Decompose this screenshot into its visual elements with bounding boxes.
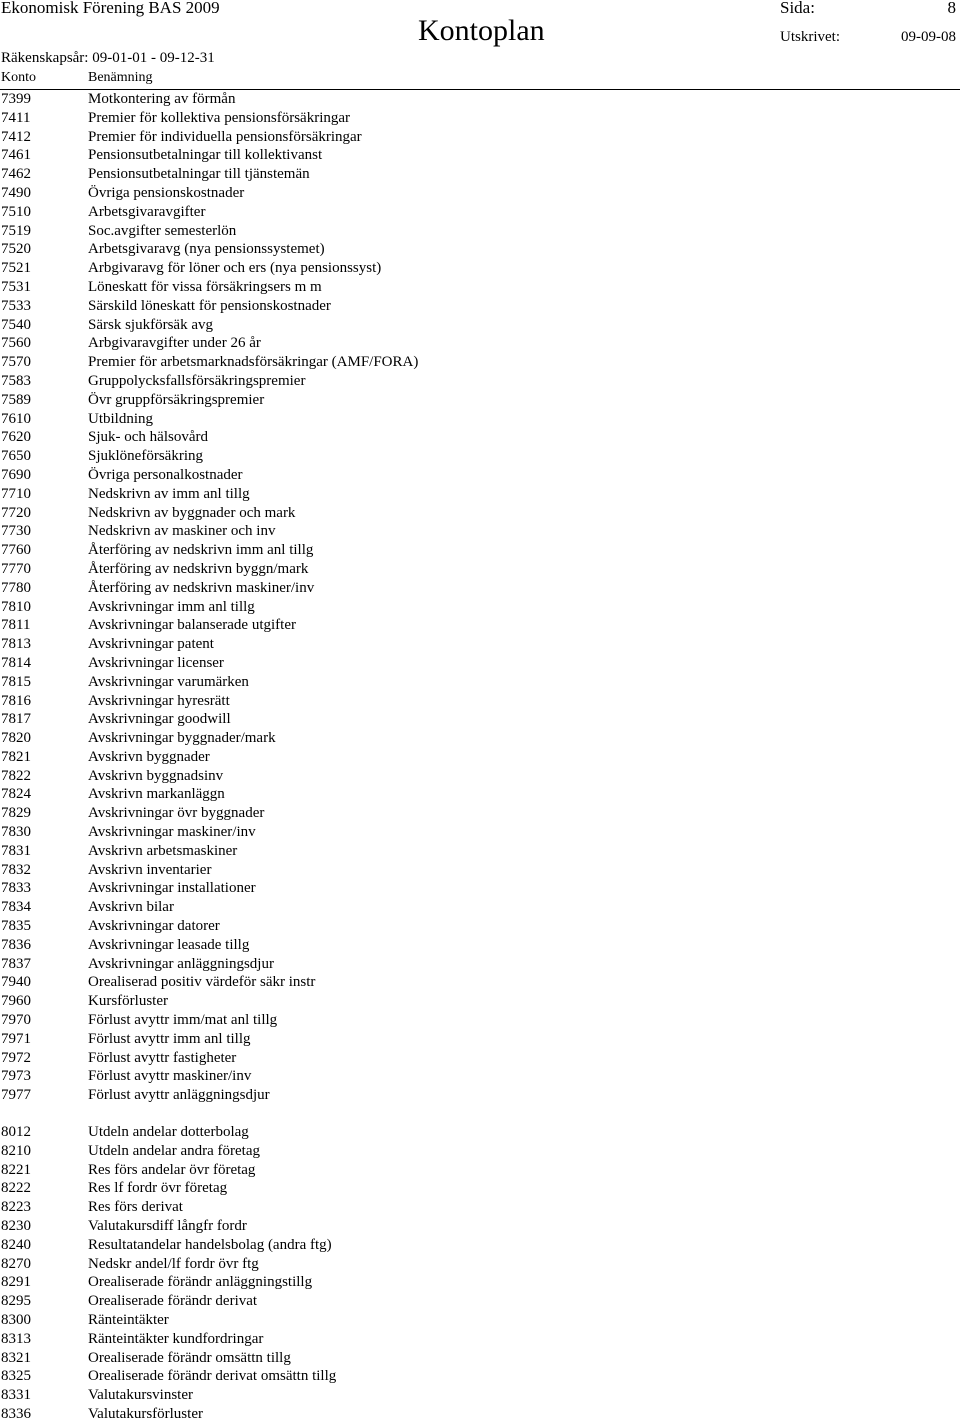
account-name: Premier för arbetsmarknadsförsäkringar (AMF/FORA)	[88, 354, 419, 371]
account-row	[0, 466, 960, 485]
account-list-8xxx	[0, 1123, 960, 1424]
account-number: 7620	[1, 429, 31, 446]
account-number: 7960	[1, 993, 31, 1010]
page-title: Kontoplan	[418, 14, 545, 47]
account-row	[0, 90, 960, 109]
account-number: 7519	[1, 222, 31, 239]
account-number: 7816	[1, 692, 31, 709]
account-number: 8012	[1, 1124, 31, 1140]
account-name: Orealiserade förändr derivat	[88, 1293, 258, 1310]
account-name: Nedskrivn av byggnader och mark	[88, 504, 296, 521]
account-row	[0, 673, 960, 692]
account-row	[0, 1236, 960, 1255]
account-row	[0, 917, 960, 936]
account-name: Avskrivn byggnadsinv	[88, 767, 224, 784]
page-number-value: 8	[947, 0, 956, 17]
account-row	[0, 616, 960, 635]
account-number: 8221	[1, 1161, 31, 1178]
account-row	[0, 222, 960, 241]
account-name: Premier för individuella pensionsförsäkringar	[88, 128, 362, 145]
account-row	[0, 1030, 960, 1049]
account-number: 8230	[1, 1217, 31, 1234]
account-row	[0, 259, 960, 278]
account-name: Arbgivaravg för löner och ers (nya pensionssyst)	[88, 260, 382, 277]
account-number: 7461	[1, 147, 31, 164]
account-name: Orealiserade förändr omsättn tillg	[88, 1349, 291, 1366]
account-number: 7690	[1, 466, 31, 483]
account-number: 7835	[1, 918, 31, 935]
account-name: Ränteintäkter kundfordringar	[88, 1330, 264, 1347]
account-name: Avskrivningar balanserade utgifter	[88, 617, 296, 634]
column-header-konto: Konto	[1, 70, 36, 85]
account-number: 7836	[1, 936, 31, 953]
account-number: 8313	[1, 1330, 31, 1347]
account-number: 7589	[1, 391, 31, 408]
account-name: Avskrivningar imm anl tillg	[88, 598, 255, 615]
account-row	[0, 1367, 960, 1386]
account-row	[0, 372, 960, 391]
account-number: 7490	[1, 184, 31, 201]
page-number-label: Sida:	[780, 0, 815, 17]
account-number: 7970	[1, 1012, 31, 1029]
account-row	[0, 146, 960, 165]
account-row	[0, 598, 960, 617]
account-number: 7820	[1, 730, 31, 747]
account-row	[0, 109, 960, 128]
account-row	[0, 447, 960, 466]
account-number: 7829	[1, 805, 31, 822]
account-number: 7610	[1, 410, 31, 427]
account-row	[0, 428, 960, 447]
account-row	[0, 1142, 960, 1161]
account-name: Nedskrivn av maskiner och inv	[88, 523, 276, 540]
account-number: 8331	[1, 1387, 31, 1404]
account-row	[0, 541, 960, 560]
account-name: Kursförluster	[88, 993, 168, 1010]
account-row	[0, 1179, 960, 1198]
account-name: Orealiserad positiv värdeför säkr instr	[88, 974, 316, 991]
account-name: Avskrivningar hyresrätt	[88, 692, 230, 709]
account-name: Särsk sjukförsäk avg	[88, 316, 213, 333]
account-name: Återföring av nedskrivn byggn/mark	[88, 560, 309, 577]
account-name: Pensionsutbetalningar till kollektivanst	[88, 147, 323, 164]
account-name: Orealiserade förändr derivat omsättn tillg	[88, 1368, 337, 1385]
account-name: Utbildning	[88, 410, 154, 427]
account-number: 7710	[1, 485, 31, 502]
account-name: Förlust avyttr maskiner/inv	[88, 1068, 252, 1085]
account-row	[0, 1086, 960, 1105]
account-number: 7831	[1, 842, 31, 859]
fiscal-period: Räkenskapsår: 09-01-01 - 09-12-31	[1, 50, 215, 66]
account-number: 7821	[1, 748, 31, 765]
account-row	[0, 1349, 960, 1368]
account-name: Premier för kollektiva pensionsförsäkringar	[88, 109, 351, 126]
account-row	[0, 579, 960, 598]
account-number: 7412	[1, 128, 31, 145]
account-number: 7810	[1, 598, 31, 615]
account-row	[0, 992, 960, 1011]
account-number: 7730	[1, 523, 31, 540]
account-number: 7770	[1, 560, 31, 577]
account-row	[0, 767, 960, 786]
account-name: Avskrivn bilar	[88, 899, 174, 916]
account-row	[0, 522, 960, 541]
account-name: Återföring av nedskrivn maskiner/inv	[88, 579, 315, 596]
account-number: 8223	[1, 1199, 31, 1216]
account-number: 7822	[1, 767, 31, 784]
account-row	[0, 1067, 960, 1086]
account-name: Soc.avgifter semesterlön	[88, 222, 237, 239]
account-number: 7521	[1, 260, 31, 277]
account-number: 7811	[1, 617, 31, 634]
account-row	[0, 955, 960, 974]
account-name: Övr gruppförsäkringspremier	[88, 391, 265, 408]
account-number: 8295	[1, 1293, 31, 1310]
column-header-benamning: Benämning	[88, 70, 153, 85]
account-number: 8300	[1, 1311, 31, 1328]
account-name: Sjuklöneförsäkring	[88, 448, 203, 465]
account-number: 7540	[1, 316, 31, 333]
account-name: Arbgivaravgifter under 26 år	[88, 335, 261, 352]
account-number: 7940	[1, 974, 31, 991]
account-row	[0, 1161, 960, 1180]
account-row	[0, 391, 960, 410]
account-row	[0, 842, 960, 861]
account-number: 7834	[1, 899, 31, 916]
account-number: 7510	[1, 203, 31, 220]
account-name: Res förs derivat	[88, 1199, 183, 1216]
account-row	[0, 410, 960, 429]
account-name: Pensionsutbetalningar till tjänstemän	[88, 166, 310, 183]
account-row	[0, 692, 960, 711]
account-number: 7650	[1, 448, 31, 465]
account-number: 8270	[1, 1255, 31, 1272]
account-row	[0, 1255, 960, 1274]
printed-date-value: 09-09-08	[901, 29, 956, 45]
account-name: Avskrivningar varumärken	[88, 673, 249, 690]
account-row	[0, 710, 960, 729]
account-name: Utdeln andelar dotterbolag	[88, 1124, 249, 1140]
account-row	[0, 240, 960, 259]
account-row	[0, 278, 960, 297]
account-row	[0, 1123, 960, 1142]
account-name: Övriga personalkostnader	[88, 466, 243, 483]
account-number: 8321	[1, 1349, 31, 1366]
account-name: Avskrivningar maskiner/inv	[88, 824, 256, 841]
account-row	[0, 635, 960, 654]
account-number: 8336	[1, 1405, 31, 1422]
account-number: 8240	[1, 1236, 31, 1253]
account-number: 8222	[1, 1180, 31, 1197]
account-row	[0, 1198, 960, 1217]
account-number: 7570	[1, 354, 31, 371]
account-row	[0, 128, 960, 147]
account-name: Orealiserade förändr anläggningstillg	[88, 1274, 313, 1291]
account-name: Avskrivningar licenser	[88, 654, 224, 671]
account-row	[0, 748, 960, 767]
account-number: 8210	[1, 1142, 31, 1159]
account-number: 7814	[1, 654, 31, 671]
account-row	[0, 861, 960, 880]
account-name: Res lf fordr övr företag	[88, 1180, 228, 1197]
account-number: 8291	[1, 1274, 31, 1291]
account-row	[0, 334, 960, 353]
account-number: 7837	[1, 955, 31, 972]
account-number: 7583	[1, 372, 31, 389]
account-name: Avskrivningar installationer	[88, 880, 256, 897]
account-row	[0, 560, 960, 579]
account-number: 7832	[1, 861, 31, 878]
account-row	[0, 1292, 960, 1311]
account-number: 7760	[1, 542, 31, 559]
account-row	[0, 879, 960, 898]
account-row	[0, 203, 960, 222]
account-row	[0, 1311, 960, 1330]
account-number: 7815	[1, 673, 31, 690]
account-number: 7780	[1, 579, 31, 596]
account-row	[0, 353, 960, 372]
account-number: 7531	[1, 278, 31, 295]
account-row	[0, 729, 960, 748]
account-name: Sjuk- och hälsovård	[88, 429, 208, 446]
account-row	[0, 785, 960, 804]
account-number: 7720	[1, 504, 31, 521]
account-row	[0, 504, 960, 523]
account-number: 7560	[1, 335, 31, 352]
account-number: 7830	[1, 824, 31, 841]
account-name: Förlust avyttr imm/mat anl tillg	[88, 1012, 278, 1029]
account-name: Avskrivningar patent	[88, 636, 214, 653]
account-name: Arbetsgivaravgifter	[88, 203, 206, 220]
account-number: 7411	[1, 109, 31, 126]
account-name: Övriga pensionskostnader	[88, 184, 245, 201]
account-row	[0, 1386, 960, 1405]
account-name: Förlust avyttr anläggningsdjur	[88, 1087, 270, 1104]
account-row	[0, 654, 960, 673]
account-number: 8325	[1, 1368, 31, 1385]
printed-date-label: Utskrivet:	[780, 29, 840, 45]
account-name: Resultatandelar handelsbolag (andra ftg)	[88, 1236, 332, 1253]
account-row	[0, 936, 960, 955]
account-number: 7462	[1, 166, 31, 183]
company-name: Ekonomisk Förening BAS 2009	[1, 0, 220, 17]
account-number: 7824	[1, 786, 31, 803]
account-name: Särskild löneskatt för pensionskostnader	[88, 297, 331, 314]
account-number: 7533	[1, 297, 31, 314]
account-row	[0, 1011, 960, 1030]
account-number: 7977	[1, 1087, 31, 1104]
account-name: Res förs andelar övr företag	[88, 1161, 256, 1178]
account-name: Arbetsgivaravg (nya pensionssystemet)	[88, 241, 325, 258]
account-number: 7833	[1, 880, 31, 897]
account-name: Avskrivn byggnader	[88, 748, 210, 765]
account-name: Motkontering av förmån	[88, 91, 236, 107]
account-name: Förlust avyttr imm anl tillg	[88, 1030, 251, 1047]
account-row	[0, 804, 960, 823]
account-name: Utdeln andelar andra företag	[88, 1142, 260, 1159]
account-name: Avskrivningar leasade tillg	[88, 936, 250, 953]
account-row	[0, 297, 960, 316]
account-row	[0, 316, 960, 335]
account-name: Avskrivningar datorer	[88, 918, 220, 935]
account-name: Avskrivningar anläggningsdjur	[88, 955, 274, 972]
account-row	[0, 1330, 960, 1349]
account-number: 7817	[1, 711, 31, 728]
account-row	[0, 1049, 960, 1068]
account-number: 7813	[1, 636, 31, 653]
account-number: 7399	[1, 91, 31, 107]
account-number: 7973	[1, 1068, 31, 1085]
account-row	[0, 165, 960, 184]
account-name: Nedskr andel/lf fordr övr ftg	[88, 1255, 259, 1272]
account-name: Avskrivn inventarier	[88, 861, 212, 878]
account-name: Avskrivn markanläggn	[88, 786, 225, 803]
account-name: Nedskrivn av imm anl tillg	[88, 485, 250, 502]
account-number: 7972	[1, 1049, 31, 1066]
account-row	[0, 1217, 960, 1236]
account-row	[0, 485, 960, 504]
account-list-7xxx	[0, 90, 960, 1105]
account-name: Avskrivningar byggnader/mark	[88, 730, 276, 747]
account-name: Avskrivn arbetsmaskiner	[88, 842, 238, 859]
account-row	[0, 184, 960, 203]
account-number: 7520	[1, 241, 31, 258]
account-name: Avskrivningar övr byggnader	[88, 805, 265, 822]
account-name: Avskrivningar goodwill	[88, 711, 231, 728]
account-row	[0, 823, 960, 842]
account-name: Valutakursdiff långfr fordr	[88, 1217, 247, 1234]
account-name: Ränteintäkter	[88, 1311, 169, 1328]
account-name: Återföring av nedskrivn imm anl tillg	[88, 542, 314, 559]
account-name: Förlust avyttr fastigheter	[88, 1049, 237, 1066]
account-name: Valutakursvinster	[88, 1387, 193, 1404]
account-row	[0, 1405, 960, 1424]
account-number: 7971	[1, 1030, 31, 1047]
account-row	[0, 1273, 960, 1292]
account-name: Löneskatt för vissa försäkringsers m m	[88, 278, 322, 295]
account-name: Gruppolycksfallsförsäkringspremier	[88, 372, 306, 389]
account-name: Valutakursförluster	[88, 1405, 203, 1422]
account-row	[0, 898, 960, 917]
account-row	[0, 973, 960, 992]
